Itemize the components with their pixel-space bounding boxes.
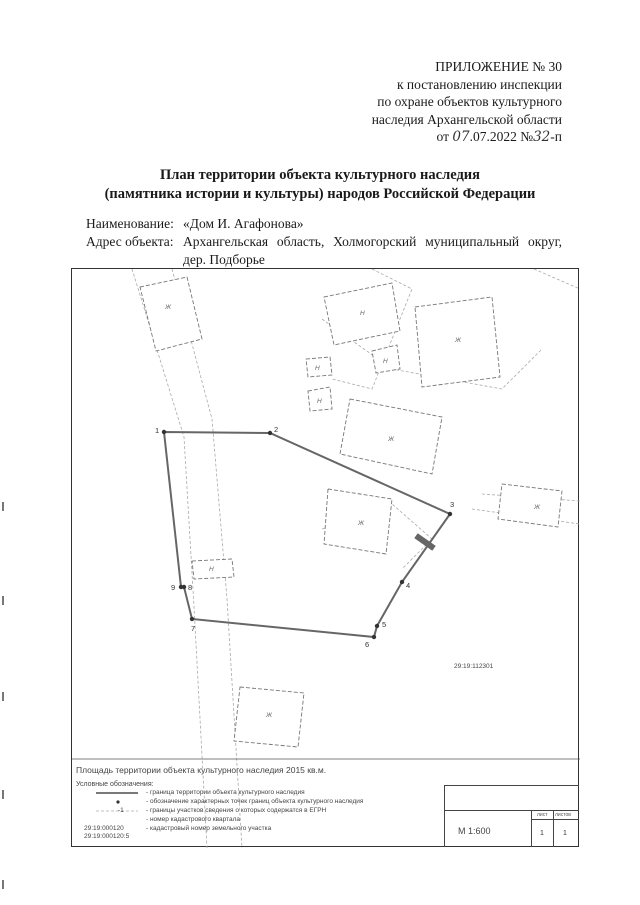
building-label: Н <box>383 358 388 365</box>
building-label: Ж <box>455 337 461 344</box>
sheets-header: листов <box>555 812 571 818</box>
title-block <box>444 785 579 847</box>
point-label: 4 <box>406 581 411 590</box>
scan-edge-mark <box>2 790 4 799</box>
building-label: Ж <box>534 504 540 511</box>
boundary-point <box>268 431 272 435</box>
boundary-point <box>400 580 404 584</box>
point-label: 8 <box>188 583 193 592</box>
buildings <box>140 277 562 747</box>
boundary-point <box>375 624 379 628</box>
point-label: 3 <box>450 500 455 509</box>
legend-item: - кадастровый номер земельного участка <box>146 825 272 832</box>
title-line: (памятника истории и культуры) народов Российской Федерации <box>104 186 536 202</box>
appendix-line: к постановлению инспекции <box>397 76 562 92</box>
point-label: 7 <box>191 624 196 633</box>
name-value: «Дом И. Агафонова» <box>183 216 304 231</box>
point-label: 6 <box>365 640 370 649</box>
building-label: Н <box>315 365 320 372</box>
legend-item: - границы участков сведения о которых содержатся в ЕГРН <box>146 807 327 814</box>
point-label: 2 <box>274 425 279 434</box>
building-label: Ж <box>165 304 171 311</box>
map-scale: М 1:600 <box>458 826 491 836</box>
building-zh <box>498 484 562 527</box>
object-info <box>86 215 562 269</box>
site-plan-map <box>71 268 579 847</box>
legend-point-sample <box>116 800 119 803</box>
boundary-point <box>190 617 194 621</box>
building-label: Н <box>209 566 214 573</box>
building-zh <box>140 277 202 351</box>
boundary-point <box>162 430 166 434</box>
legend-sample-text: 29:19:000120 <box>84 825 124 832</box>
scan-edge-mark <box>2 596 4 605</box>
document-title <box>40 166 600 204</box>
parcel-boundaries <box>132 269 580 848</box>
building-label: Н <box>360 310 365 317</box>
appendix-title: ПРИЛОЖЕНИЕ № 30 <box>435 59 562 74</box>
order-number-handwritten: 32 <box>533 129 551 145</box>
legend-item: - обозначение характерных точек границ объекта культурного наследия <box>146 798 364 805</box>
appendix-line: по охране объектов культурного <box>377 94 562 109</box>
cadastral-quarter-label: 29:19:112301 <box>454 663 494 670</box>
address-value: Архангельская область, Холмогорский муниципальный округ, дер. Подборье <box>183 234 562 267</box>
building-label: Ж <box>266 712 272 719</box>
boundary-point <box>448 512 452 516</box>
legend-item: - граница территории объекта культурного наследия <box>146 789 305 796</box>
address-row <box>86 233 562 269</box>
legend-sample-text: 29:19:000120:5 <box>84 833 130 840</box>
area-note: Площадь территории объекта культурного наследия 2015 кв.м. <box>76 765 327 775</box>
title-line: План территории объекта культурного наследия <box>159 167 480 183</box>
legend-title: Условные обозначения: <box>76 781 154 788</box>
appendix-header <box>282 58 562 147</box>
sheets-count: 1 <box>563 830 567 837</box>
appendix-line: наследия Архангельской области <box>371 111 562 127</box>
point-label: 9 <box>171 583 176 592</box>
date-rest: .07.2022 № <box>469 129 534 144</box>
scan-edge-mark <box>2 692 4 701</box>
sheet-number: 1 <box>540 830 544 837</box>
site-plan-svg <box>72 269 580 848</box>
legend-sample-text: -1 <box>118 807 124 814</box>
date-prefix: от <box>436 129 449 144</box>
building-label: Ж <box>388 436 394 443</box>
scan-edge-mark <box>2 880 4 889</box>
building-label: Ж <box>358 520 364 527</box>
point-label: 5 <box>382 620 387 629</box>
scan-edge-mark <box>2 502 4 511</box>
legend-item: - номер кадастрового квартала <box>146 816 241 823</box>
point-label: 1 <box>155 426 160 435</box>
order-suffix: -п <box>550 129 562 144</box>
boundary-point <box>372 635 376 639</box>
boundary-point <box>179 585 183 589</box>
sheet-header: лист <box>537 812 548 818</box>
name-label: Наименование: <box>86 216 174 231</box>
address-label: Адрес объекта: <box>86 234 174 249</box>
building-label: Н <box>317 398 322 405</box>
appendix-date-line <box>282 128 562 147</box>
date-day-handwritten: 07 <box>452 129 470 145</box>
name-row <box>86 215 562 233</box>
